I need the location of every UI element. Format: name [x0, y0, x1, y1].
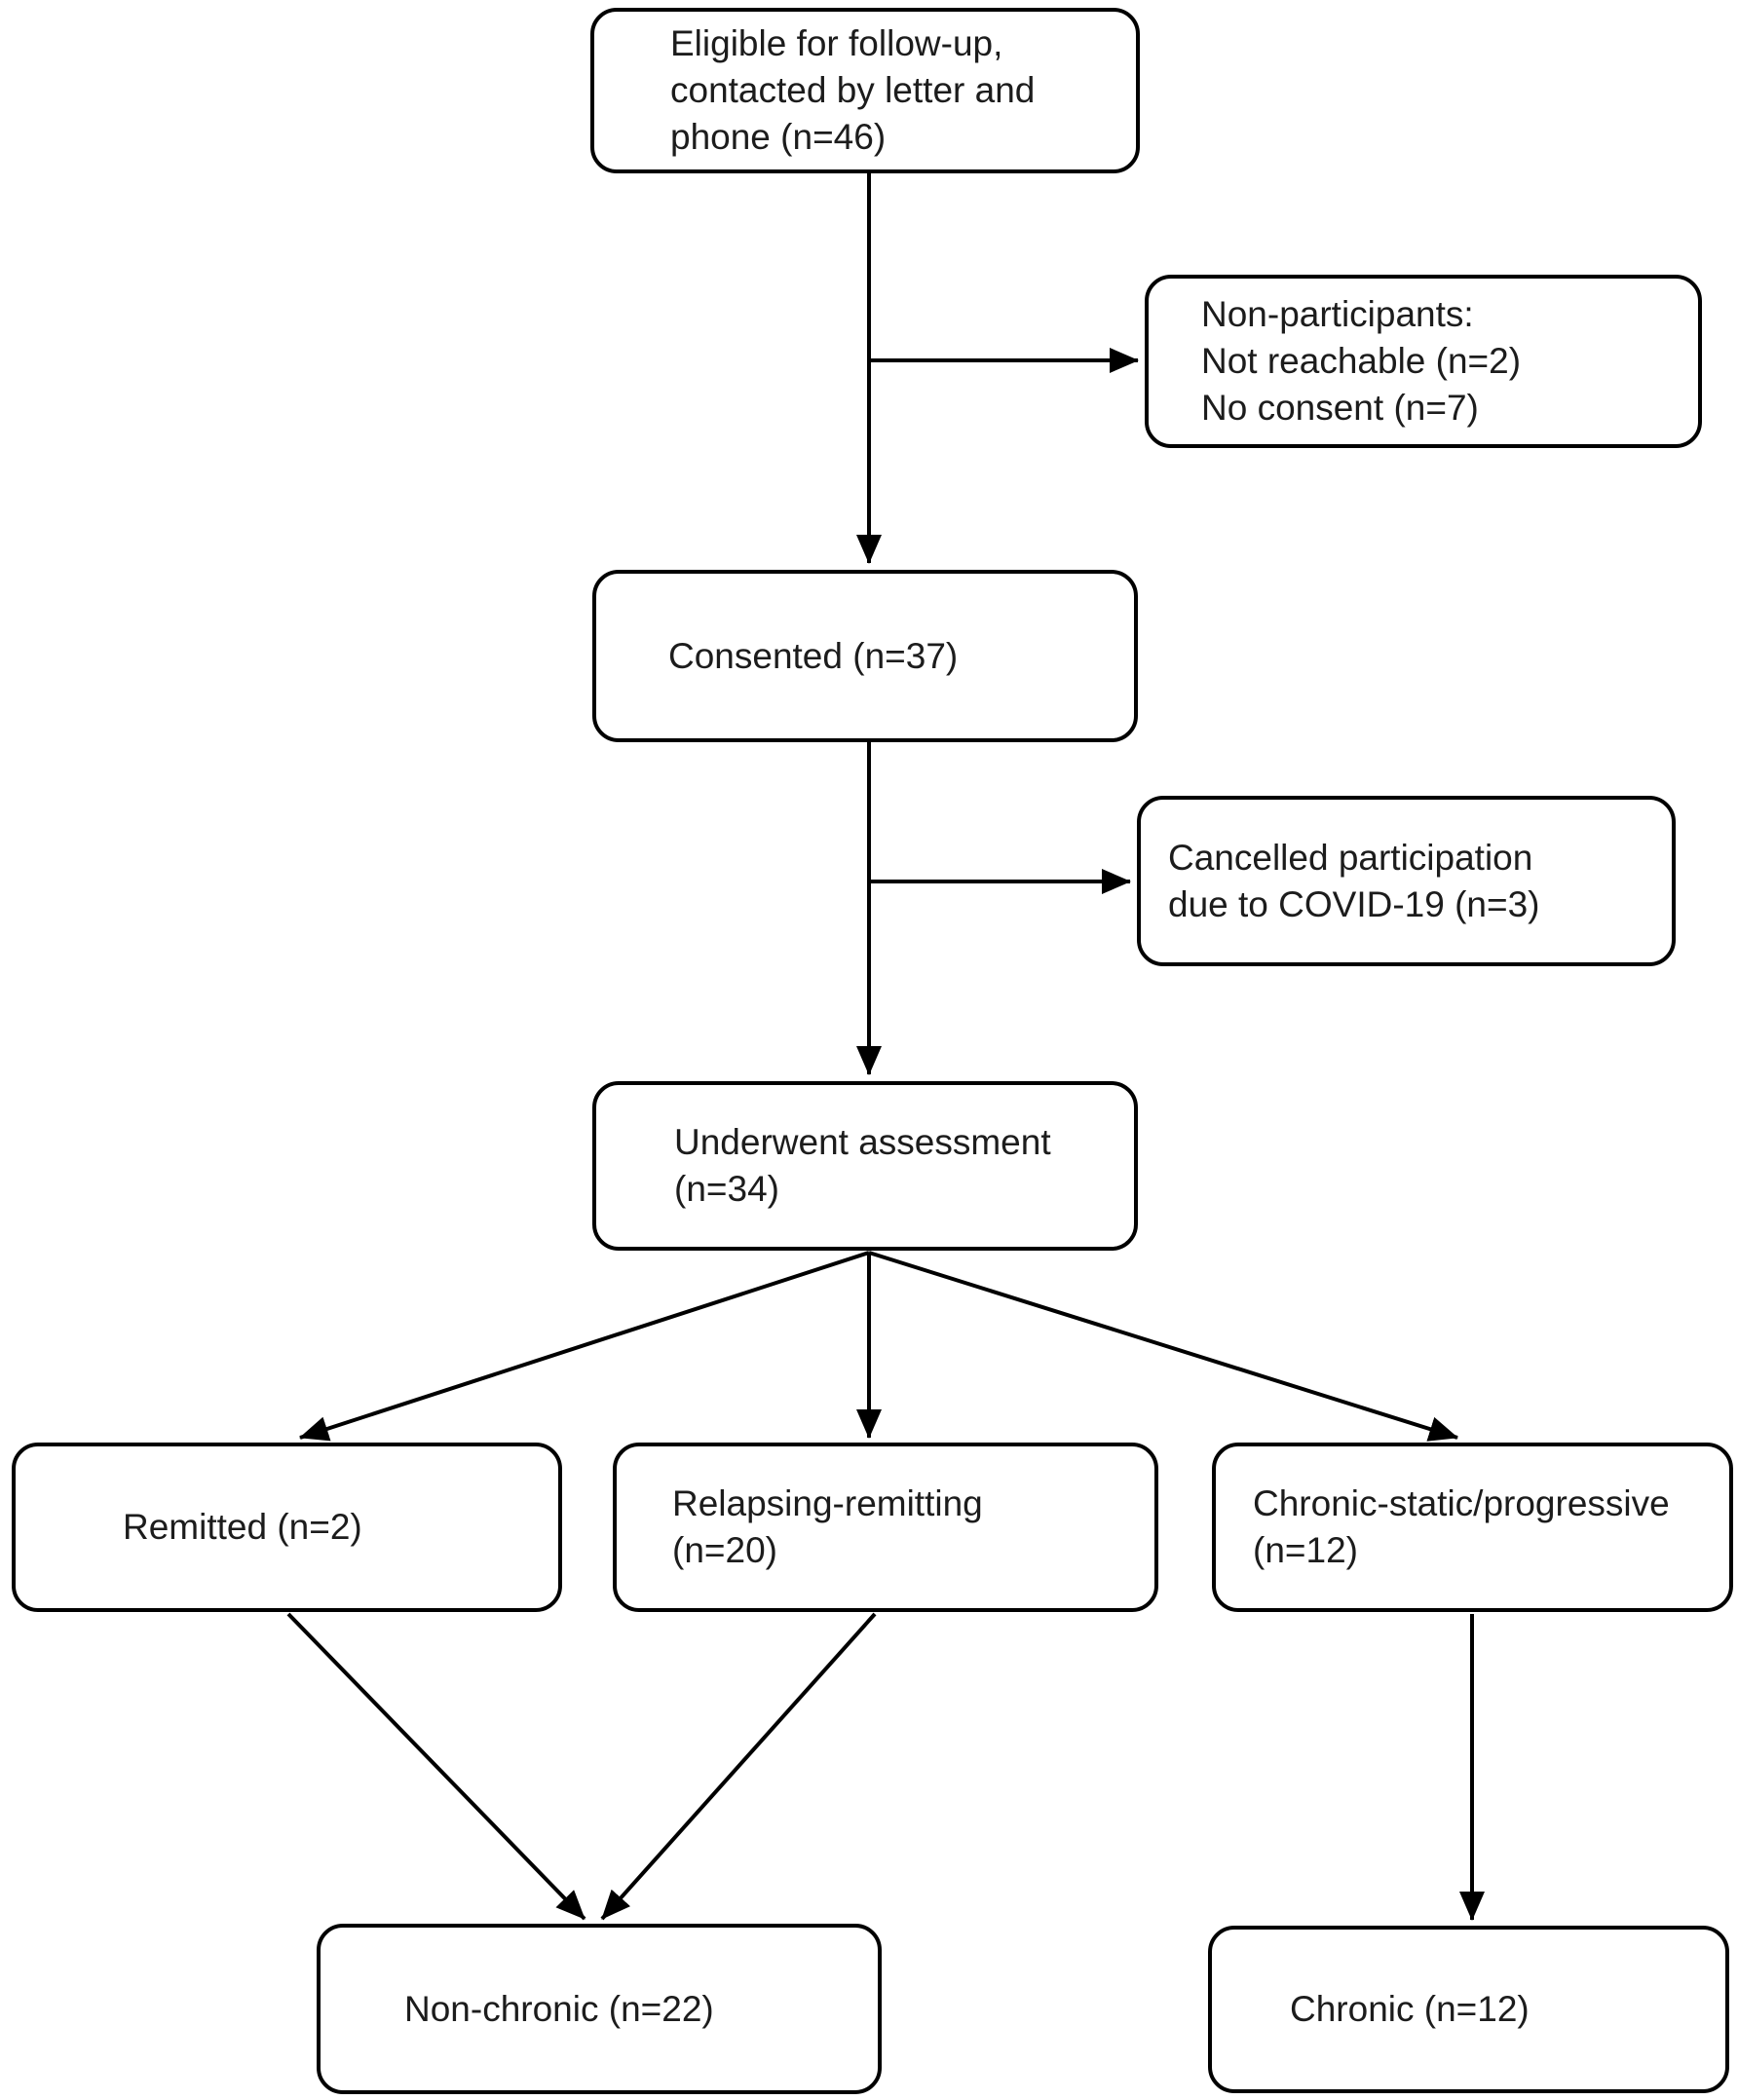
- node-label: Chronic-static/progressive: [1253, 1483, 1670, 1523]
- node-label: (n=12): [1253, 1530, 1358, 1570]
- arrow-remitted-to-non-chronic: [288, 1614, 585, 1919]
- node-label: due to COVID-19 (n=3): [1168, 883, 1540, 924]
- node-label: Eligible for follow-up,: [670, 23, 1003, 63]
- node-label: No consent (n=7): [1201, 388, 1479, 428]
- node-label: Underwent assessment: [674, 1122, 1051, 1162]
- node-consented: [592, 570, 1138, 742]
- node-non-participants: [1145, 275, 1702, 448]
- node-label: Not reachable (n=2): [1201, 341, 1522, 381]
- node-label: Non-chronic (n=22): [404, 1988, 714, 2029]
- node-cancelled-covid: [1137, 796, 1676, 966]
- node-label: contacted by letter and: [670, 70, 1036, 110]
- node-label: Consented (n=37): [668, 635, 959, 676]
- node-label: Cancelled participation: [1168, 837, 1533, 878]
- arrow-assessed-to-chronic-static: [869, 1253, 1457, 1438]
- node-non-chronic: [317, 1924, 882, 2094]
- node-label: Relapsing-remitting: [672, 1483, 983, 1523]
- node-chronic-static-progressive: [1212, 1443, 1733, 1612]
- node-eligible: [590, 8, 1140, 173]
- node-label: Non-participants:: [1201, 294, 1474, 334]
- node-assessed: [592, 1081, 1138, 1251]
- node-label: Remitted (n=2): [123, 1507, 362, 1547]
- node-label: (n=34): [674, 1169, 779, 1209]
- node-chronic: [1208, 1926, 1729, 2093]
- node-remitted: [12, 1443, 562, 1612]
- arrow-relapsing-to-non-chronic: [602, 1614, 875, 1919]
- node-relapsing-remitting: [613, 1443, 1158, 1612]
- node-label: phone (n=46): [670, 117, 887, 157]
- node-label: Chronic (n=12): [1290, 1989, 1530, 2029]
- arrow-assessed-to-remitted: [300, 1253, 869, 1438]
- node-label: (n=20): [672, 1530, 777, 1570]
